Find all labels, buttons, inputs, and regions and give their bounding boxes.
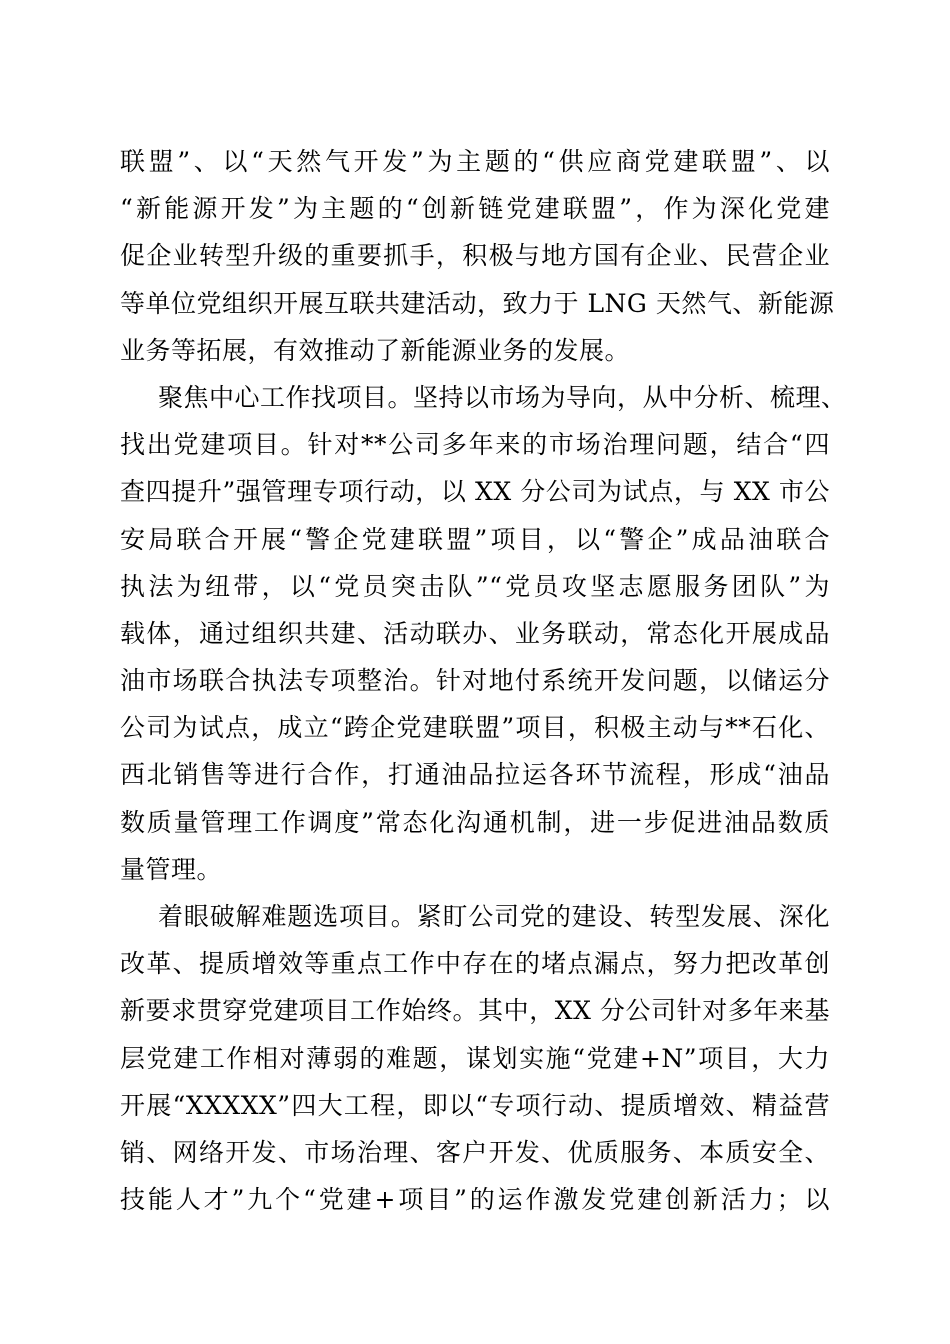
text-line: 促企业转型升级的重要抓手，积极与地方国有企业、民营企业: [120, 241, 830, 271]
text-line: 执法为纽带，以“党员突击队”“党员攻坚志愿服务团队”为: [120, 571, 830, 601]
text-line: 找出党建项目。针对**公司多年来的市场治理问题，结合“四: [120, 430, 830, 460]
text-line: 层党建工作相对薄弱的难题，谋划实施“党建+N”项目，大力: [120, 1043, 830, 1073]
text-line: 载体，通过组织共建、活动联办、业务联动，常态化开展成品: [120, 618, 830, 648]
text-line: 业务等拓展，有效推动了新能源业务的发展。: [120, 335, 631, 365]
text-line: 公司为试点，成立“跨企党建联盟”项目，积极主动与**石化、: [120, 713, 830, 743]
text-line: 开展“XXXXX”四大工程，即以“专项行动、提质增效、精益营: [120, 1090, 830, 1120]
text-line: 安局联合开展“警企党建联盟”项目，以“警企”成品油联合: [120, 524, 830, 554]
text-line: 改革、提质增效等重点工作中存在的堵点漏点，努力把改革创: [120, 949, 830, 979]
text-line: 查四提升”强管理专项行动，以 XX 分公司为试点，与 XX 市公: [120, 477, 830, 507]
text-line: “新能源开发”为主题的“创新链党建联盟”，作为深化党建: [120, 194, 830, 224]
text-line: 技能人才”九个“党建+项目”的运作激发党建创新活力；以: [120, 1185, 830, 1215]
paragraph-heading-line: 聚焦中心工作找项目。坚持以市场为导向，从中分析、梳理、: [158, 382, 847, 412]
text-line: 联盟”、以“天然气开发”为主题的“供应商党建联盟”、以: [120, 147, 830, 176]
text-line: 西北销售等进行合作，打通油品拉运各环节流程，形成“油品: [120, 760, 830, 790]
paragraph-heading-line: 着眼破解难题选项目。紧盯公司党的建设、转型发展、深化: [158, 902, 830, 931]
text-line: 等单位党组织开展互联共建活动，致力于 LNG 天然气、新能源: [120, 288, 835, 318]
text-line: 销、网络开发、市场治理、客户开发、优质服务、本质安全、: [120, 1137, 830, 1167]
text-line: 油市场联合执法专项整治。针对地付系统开发问题，以储运分: [120, 666, 830, 696]
text-line: 数质量管理工作调度”常态化沟通机制，进一步促进油品数质: [120, 807, 830, 837]
document-body: [120, 138, 847, 1223]
text-line: 新要求贯穿党建项目工作始终。其中，XX 分公司针对多年来基: [120, 996, 830, 1026]
text-line: 量管理。: [120, 854, 223, 884]
